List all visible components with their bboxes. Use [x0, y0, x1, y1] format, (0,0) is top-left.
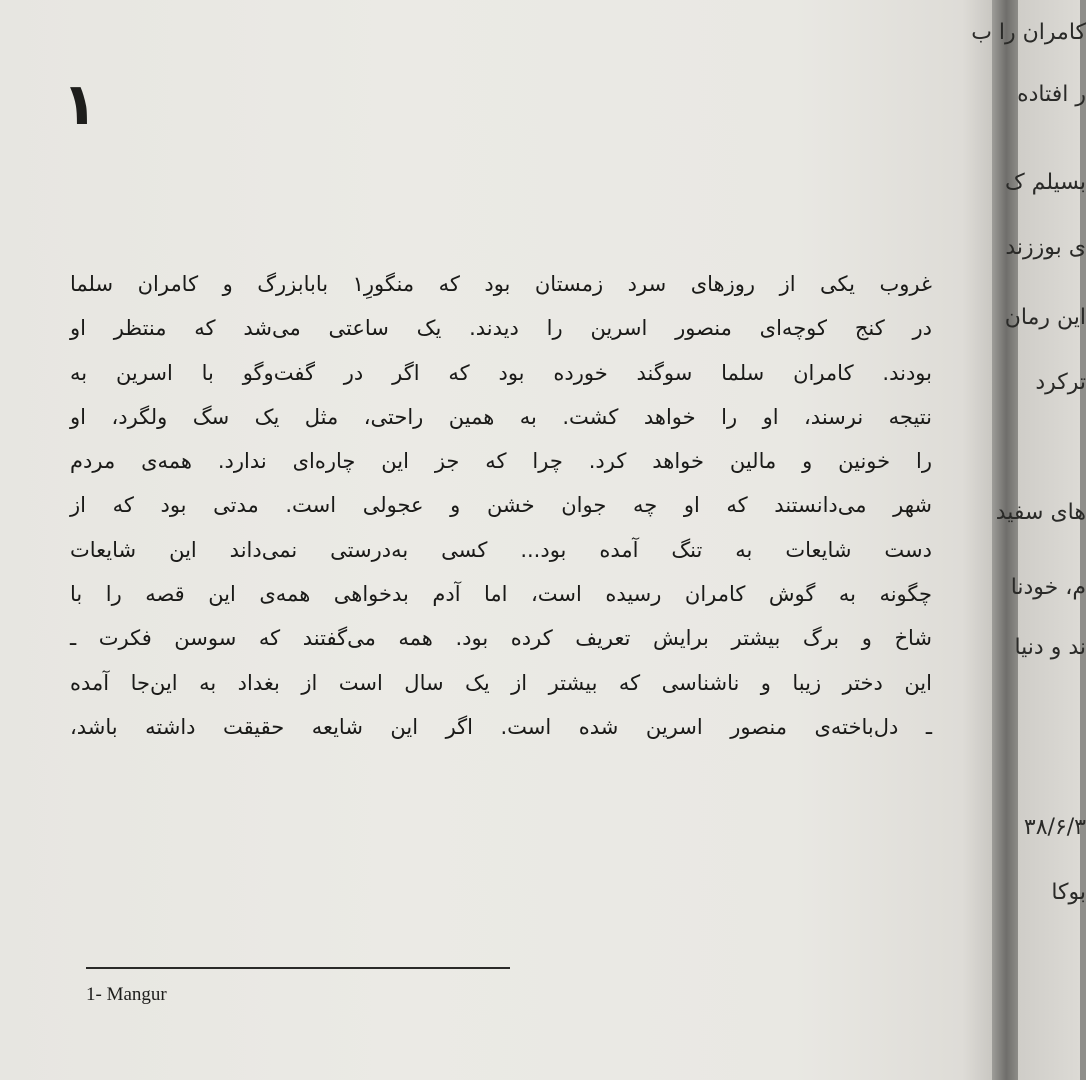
text-line: چگونه به گوش کامران رسیده است، اما آدم بدخواهی همه‌ی این قصه را با [70, 582, 932, 607]
text-line: ـ دل‌باخته‌ی منصور اسرین شده است. اگر این شایعه حقیقت داشته باشد، [70, 714, 932, 739]
adjacent-page-fragment: بسیلم ک [1005, 170, 1086, 195]
adjacent-page-fragment: بوکا [1051, 880, 1086, 905]
body-paragraph [70, 262, 932, 749]
text-line: نتیجه نرسند، او را خواهد کشت. به همین راحتی، مثل یک سگ ولگرد، او [70, 404, 932, 429]
chapter-number: ۱ [62, 70, 98, 138]
text-line: دست شایعات به تنگ آمده بود... کسی به‌درستی نمی‌داند این شایعات [70, 537, 932, 562]
adjacent-page-fragment: ند و دنیا [1014, 635, 1086, 660]
adjacent-page-fragment: این رمان [1004, 305, 1086, 330]
adjacent-page-fragment: های سفید [995, 500, 1086, 525]
text-line: شهر می‌دانستند که او چه جوان خشن و عجولی است. مدتی بود که از [70, 493, 932, 518]
footnote: 1- Mangur [86, 984, 167, 1005]
text-line: را خونین و مالین خواهد کرد. چرا که جز این چاره‌ای ندارد. همه‌ی مردم [70, 449, 932, 474]
adjacent-page-edge [971, 0, 1086, 1080]
adjacent-page-fragment: م، خودنا [1010, 575, 1086, 600]
adjacent-page-fragment: کامران را ب [971, 20, 1086, 45]
adjacent-page-fragment: ۳۸/۶/۳ [1023, 815, 1086, 840]
adjacent-page-fragment: ی بوززند [1005, 235, 1086, 260]
adjacent-page-fragment: ترکرد [1035, 370, 1086, 395]
text-line: بودند. کامران سلما سوگند خورده بود که اگر در گفت‌وگو با اسرین به [70, 360, 932, 385]
adjacent-page-fragment: ر افتاده [1017, 82, 1086, 107]
text-line: غروب یکی از روزهای سرد زمستان بود که منگورِ۱ بابابزرگ و کامران سلما [70, 272, 932, 296]
text-line: این دختر زیبا و ناشناسی که بیشتر از یک سال است از بغداد به این‌جا آمده [70, 670, 932, 695]
footnote-divider [86, 967, 510, 969]
text-line: در کنج کوچه‌ای منصور اسرین را دیدند. یک ساعتی می‌شد که منتظر او [70, 316, 932, 341]
text-line: شاخ و برگ بیشتر برایش تعریف کرده بود. همه می‌گفتند که سوسن فکرت ـ [70, 626, 932, 651]
book-spine-gutter [992, 0, 1018, 1080]
